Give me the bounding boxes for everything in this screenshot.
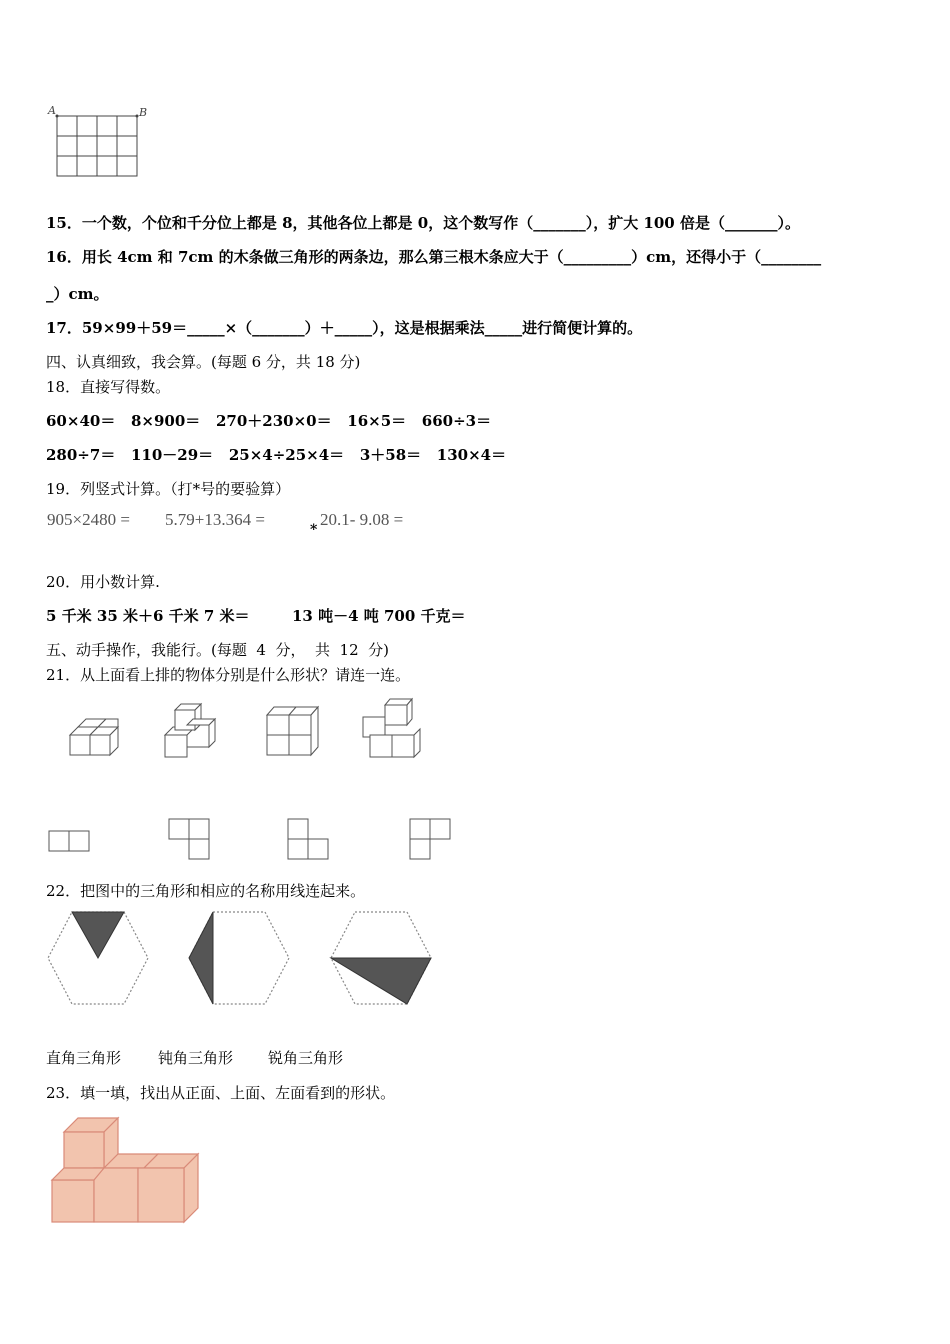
q23-cube-figure [48, 1112, 218, 1232]
question-19: 19．列竖式计算。（打*号的要验算） [46, 480, 291, 498]
q19-star: * [310, 522, 318, 538]
q19-expression-2: 5.79+13.364 = [165, 510, 265, 529]
q19-expression-3: 20.1- 9.08 = [320, 510, 404, 529]
q18-row-1: 60×40＝ 8×900＝ 270＋230×0＝ 16×5＝ 660÷3＝ [46, 412, 492, 430]
q19-expression-1: 905×2480 = [47, 510, 130, 529]
section-4-title: 四、认真细致，我会算。(每题 6 分，共 18 分) [46, 353, 361, 371]
grid-label-a: A [48, 104, 56, 117]
question-21: 21．从上面看上排的物体分别是什么形状？请连一连。 [46, 666, 411, 684]
question-15: 15．一个数，个位和千分位上都是 8，其他各位上都是 0，这个数写作（_______），扩大 100 倍是（_______）。 [46, 214, 800, 232]
q22-label-obtuse-triangle: 钝角三角形 [158, 1049, 234, 1067]
section-5-title: 五、动手操作，我能行。(每题 4 分， 共 12 分) [46, 641, 390, 659]
question-16-line2: _）cm。 [46, 285, 109, 303]
question-17: 17．59×99＋59＝_____×（_______）＋_____），这是根据乘法_____进行简便计算的。 [46, 319, 643, 337]
q20-expression-2: 13 吨－4 吨 700 千克＝ [292, 607, 466, 625]
grid-figure [44, 100, 148, 180]
grid-label-b: B [139, 106, 148, 119]
question-22: 22．把图中的三角形和相应的名称用线连起来。 [46, 882, 366, 900]
question-20: 20．用小数计算. [46, 573, 160, 591]
q20-expression-1: 5 千米 35 米＋6 千米 7 米＝ [46, 607, 250, 625]
shaded-right-triangle [189, 912, 213, 1004]
q22-label-right-triangle: 直角三角形 [46, 1049, 122, 1067]
q22-hexagon-figures [45, 908, 445, 1008]
q18-row-2: 280÷7＝ 110－29＝ 25×4÷25×4＝ 3＋58＝ 130×4＝ [46, 446, 507, 464]
question-18: 18．直接写得数。 [46, 378, 171, 396]
q21-top-views [45, 815, 465, 865]
question-23: 23．填一填，找出从正面、上面、左面看到的形状。 [46, 1084, 396, 1102]
q21-cube-figures [60, 695, 480, 775]
question-16-line1: 16．用长 4cm 和 7cm 的木条做三角形的两条边，那么第三根木条应大于（_________）cm，还得小于（________ [46, 248, 822, 266]
q22-label-acute-triangle: 锐角三角形 [268, 1049, 344, 1067]
